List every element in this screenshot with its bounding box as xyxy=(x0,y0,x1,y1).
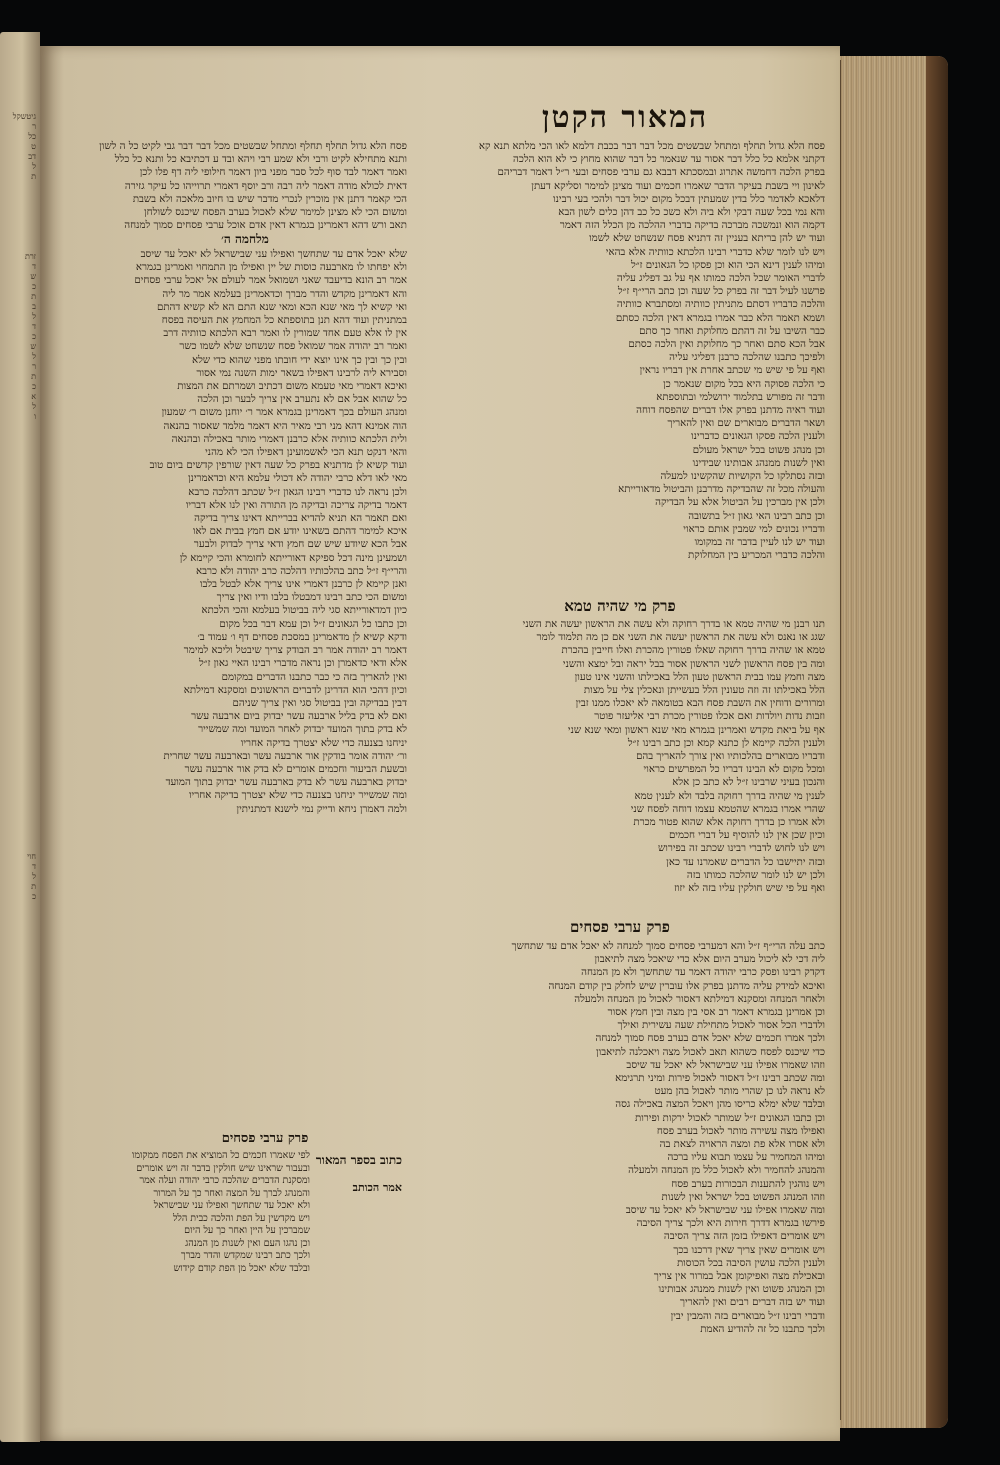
text-line: הכי קאמר דתנן אין מוכרין לנכרי מדבר שיש בו חיוב מלאכה ולא בשבת xyxy=(132,193,407,205)
chapter1-text xyxy=(420,618,825,895)
text-line: ואין לשנות ממנהג אבותינו שבידינו xyxy=(692,457,825,469)
text-line: ואם תאמר הא תניא להדיא בברייתא דאינו צריך בדיקה xyxy=(194,513,407,525)
facing-page-text: גיטשקל ר כל ט דב ל ת xyxy=(12,112,36,181)
text-line: אף על ביאת מקדש ואמרינן בגמרא מאי שנא ראשון ומאי שנא שני xyxy=(567,724,825,736)
text-line: הוה אמינא דהא מני רבי מאיר היא דאמר מלמד שאסור בהנאה xyxy=(163,420,407,432)
text-line: לא נראה לנו כן שהרי מותר לאכול בהן מעט xyxy=(654,1086,825,1098)
text-line: וזהו שאמרו אפילו עני שבישראל לא יאכל עד שיסב xyxy=(626,1059,825,1071)
text-line: ולכך אמרו חכמים שלא יאכל אדם בערב פסח סמוך למנחה xyxy=(595,1033,825,1045)
text-line: אלא ודאי כדאמרן וכן נראה מדברי רבינו האיי גאון ז״ל xyxy=(198,658,407,670)
text-line: ולכן אין מברכין על הביטול אלא על הבדיקה xyxy=(655,497,825,509)
text-line: לא בדק בתוך המועד יבדוק לאחר המועד ומה שמשייר xyxy=(198,724,407,736)
bottom-intro-heading-2: אמר הכותב xyxy=(352,1181,402,1194)
text-line: יבדוק בארבעה עשר לא בדק בארבעה עשר יבדוק בתוך המועד xyxy=(165,777,407,789)
text-line: ולכך כתבנו כל זה להודיע האמת xyxy=(700,1323,825,1335)
text-line: וכן המנהג פשוט ואין לשנות ממנהג אבותינו xyxy=(658,1284,825,1296)
text-line: ומה שמשייר יניחנו בצנעה כדי שלא יצטרך בדיקה אחריו xyxy=(188,790,407,802)
text-line: ולא אסרו אלא פת ומצה הראויה לצאת בה xyxy=(659,1139,825,1151)
text-line: ויש לנו לומר שלא כדברי רבינו הלכתא כוותיה אלא בהאי xyxy=(605,246,825,258)
facing-page-text: זרת ד ש כ ת ב ל ד כ ש ל ר ת כ א ל ו xyxy=(24,252,36,421)
text-line: ובעבור שראינו שיש חולקין בדבר זה ויש אומרים xyxy=(136,1162,310,1174)
text-line: וכן כתבו כל הגאונים ז״ל וכן עמא דבר בכל מקום xyxy=(219,618,407,630)
text-line: ומשום הכי כתב רבינו דמבטלו בלבו ודיו ואין צריך xyxy=(216,592,407,604)
text-line: ודברי רבינו ז״ל מבוארים בזה והמבין יבין xyxy=(670,1310,825,1322)
text-line: ולענין הלכה עושין הסיבה בכל הכוסות xyxy=(676,1257,825,1269)
text-line: ושמעינן מינה דכל ספיקא דאורייתא לחומרא והכי קיימא לן xyxy=(179,552,407,564)
text-line: ומה שכתב רבינו ז״ל דאסור לאכול פירות ומיני תרגימא xyxy=(615,1073,825,1085)
text-line: ודבר זה מפורש בתלמוד ירושלמי ובתוספתא xyxy=(656,391,825,403)
text-line: פסח הלא גדול תחלף ומתחל שבשטים מכל דבר דבר בכבת דלמא לאו הכי מלתא תנא קא xyxy=(478,141,825,152)
text-line: אין לו אלא טעם אחד שמורין לו ואמר רבא הלכתא כוותיה דרב xyxy=(163,328,407,340)
text-line: וכן נהגו העם ואין לשנות מן המנהג xyxy=(185,1237,310,1249)
text-line: ויש אומרים דאפילו בזמן הזה צריך הסיבה xyxy=(663,1231,825,1243)
text-line: טמא או שהיה בדרך רחוקה שאלו פטורין מהכרת ואלו חייבין בהכרת xyxy=(561,645,825,657)
text-line: ואנן קיימא לן כרבנן דאמרי אינו צריך אלא לבטל בלבו xyxy=(199,579,407,591)
facing-page-sliver xyxy=(0,32,40,1442)
text-line: וכיון שכן אין לנו להוסיף על דברי חכמים xyxy=(668,830,825,842)
text-line: ור׳ יהודה אומר בודקין אור ארבעה עשר ובארבעה עשר שחרית xyxy=(163,750,407,762)
chapter-title-arvei-pesachim: פרק ערבי פסחים xyxy=(570,918,670,936)
text-line: פירשו בגמרא דדרך חירות היא ולכך צריך הסיבה xyxy=(636,1218,825,1230)
text-line: והמנהג לברך על המצה ואחר כך על המרור xyxy=(153,1187,310,1199)
text-line: ובזה יתיישבו כל הדברים שאמרנו עד כאן xyxy=(666,856,825,868)
text-line: והרי״ף ז״ל כתב בהלכותיו דהלכה כרב יהודה ולא כרבא xyxy=(195,565,407,577)
text-line: דקדק רבינו ופסק כרבי יהודה דאמר עד שתחשך ולא מן המנחה xyxy=(581,967,825,979)
text-line: ולדברי הכל אסור לאכול מתחילת שעה עשירית ואילך xyxy=(617,1020,825,1032)
text-line: ולכן נראה לנו כדברי רבינו הגאון ז״ל שכתב דהלכה כרבא xyxy=(188,486,407,498)
bottom-text xyxy=(131,1150,310,1300)
page-header: המאור הקטן xyxy=(541,100,709,135)
text-line: יניחנו בצנעה כדי שלא יצטרך בדיקה אחריו xyxy=(240,737,407,749)
left-column-top-text xyxy=(52,140,407,230)
text-line: ומה שאמרו אפילו עני שבישראל לא יאכל עד שיסב xyxy=(625,1205,825,1217)
text-line: ועוד יש בזה דברים רבים ואין להאריך xyxy=(680,1297,825,1309)
text-line: ולא יפחתו לו מארבעה כוסות של יין ואפילו מן התמחוי ואמרינן בגמרא xyxy=(135,262,407,274)
text-line: כדי שיכנס לפסח כשהוא תאב לאכול מצה ויאכלנה לתיאבון xyxy=(595,1046,825,1058)
text-line: דאמר בדיקה צריכה ובדיקה מן התורה ואין לנו אלא דבריו xyxy=(185,499,407,511)
text-line: וסבירא ליה לרבינו דאפילו בשאר ימות השנה נמי אסור xyxy=(196,367,407,379)
text-line: ולענין הלכה פסקו הגאונים כדברינו xyxy=(691,431,825,443)
text-line: ושאר הדברים מבוארים שם ואין להאריך xyxy=(667,418,825,430)
text-line: ובשעת הביעור וחכמים אומרים לא בדק אור ארבעה עשר xyxy=(184,763,407,775)
text-line: ואין להאריך בזה כי כבר כתבנו הדברים במקומם xyxy=(221,671,407,683)
section-heading-milchama: מלחמה ה׳ xyxy=(221,232,269,246)
chapter2-lines xyxy=(420,940,825,1336)
right-column-text xyxy=(420,140,825,563)
text-line: ובלבד שלא יאכל מן הפת קודם קידוש xyxy=(173,1262,310,1274)
right-column xyxy=(420,140,825,585)
text-line: ומשום הכי לא מצינן למימר שלא לאכול בערב הפסח שיכנס לשולחן xyxy=(144,207,407,219)
text-line: וזבות נדות ויולדות ואם אכלו פטורין מכרת רבי אליעזר פוטר xyxy=(594,711,825,723)
text-line: שגג או נאנס ולא עשה את הראשון יעשה את השני אם כן מה תלמוד לומר xyxy=(536,632,825,644)
text-line: ומכל מקום לא הבינו דבריו כל המפרשים כראוי xyxy=(643,764,825,776)
bottom-lines xyxy=(131,1150,310,1275)
text-line: ועוד קשיא לן מדתניא בפרק כל שעה דאין שורפין קדשים ביום טוב xyxy=(149,460,407,472)
text-line: ליה דכי לא ליכול מערב היום אלא כדי שיאכל מצה לתיאבון xyxy=(594,954,825,966)
text-line: והא דאמרינן מקדש והדר מברך וכדאמרינן בעלמא אמר מר ליה xyxy=(162,288,407,300)
text-line: והא נמי בכל שעה דבקי ולא ביה ולא כשכ כל כב דהן כלים לשון הבא xyxy=(558,207,825,219)
text-line: ועוד ראיה מדתנן בפרק אלו דברים שהפסח דוחה xyxy=(636,405,825,417)
text-line: בפרק הלכה דחמשה אתרוג ובמסכתא דבבא גם ערבי פסחים ובעי ר״ל דאמר דבריהם xyxy=(497,167,825,179)
text-line: והלכה כדברי המכריע בין המחלוקת xyxy=(688,550,825,562)
text-line: ומיהו המחמיר על עצמו תבוא עליו ברכה xyxy=(667,1152,825,1164)
chapter2-text xyxy=(420,940,825,1335)
text-line: דאית לכולא מודה דאמר ליה רבה ורב יוסף דאמרי תרוייהו כל עיקר גזירה xyxy=(124,180,407,192)
text-line: תאב ורש דהא דאמרינן בגמרא דאין אדם אוכל ערבי פסחים סמוך למנחה xyxy=(124,220,407,232)
text-line: תנו רבנן מי שהיה טמא או בדרך רחוקה ולא עשה את הראשון יעשה את השני xyxy=(522,619,825,630)
text-line: ואף על פי שיש מי שכתב אחרת אין דבריו נראין xyxy=(639,365,825,377)
text-line: ואם לא בדק בליל ארבעה עשר יבדוק ביום ארבעה עשר xyxy=(191,711,407,723)
text-line: וכן כתב רבינו האי גאון ז״ל בתשובה xyxy=(688,510,825,522)
text-line: ומרורים ודוחין את השבת פסח הבא בטומאה לא יאכלו ממנו זבין xyxy=(575,698,825,710)
text-line: פרשנו לעיל דבר זה בפרק כל שעה וכן כתב הרי״ף ז״ל xyxy=(617,286,825,298)
text-line: לאינון ויי בשבת בעיקר הדבר שאמרו חכמים ועוד מצינן למימר וסליקא דעתן xyxy=(531,180,825,192)
text-line: ומה בין פסח הראשון לשני הראשון אסור בבל יראה ובל ימצא והשני xyxy=(562,658,825,670)
text-line: ולמה דאמרן ניחא ודייק נמי לישנא דמתניתין xyxy=(236,803,407,815)
text-line: והעולה מכל זה שהבדיקה מדרבנן והביטול מדאורייתא xyxy=(618,484,825,496)
text-line: ובלבד שלא ימלא כריסו מהן ויאכל המצה באכילה גסה xyxy=(615,1099,825,1111)
text-line: ואף על פי שיש חולקין עליו בזה לא יזוז xyxy=(674,883,825,895)
text-line: כל שהוא אבל אם לא נתערב אין צריך לבער וכן הלכה xyxy=(197,394,407,406)
text-line: ועוד יש לנו לעיין בדבר זה במקומו xyxy=(694,537,825,549)
text-line: ותנא מתחילא לקיט ורבי ולא שמע רבי ויהא ובד ע דכתיבא כל ותנא כל כלל xyxy=(114,154,407,166)
text-line: אמר רב הונא בדיעבד שאני ושמואל אמר לעולם אל יאכל ערבי פסחים xyxy=(134,275,407,287)
text-line: לפי שאמרו חכמים כל המוציא את הפסח ממקומו xyxy=(131,1150,310,1161)
text-line: ודבריו מבוארים בהלכותיו ואין צורך להאריך בהם xyxy=(636,751,825,763)
text-line: והנכון בעיני שרבינו ז״ל לא כתב כן אלא xyxy=(672,777,825,789)
text-line: אבל הכא שיודע שיש שם חמץ ודאי צריך לבדוק ולבער xyxy=(193,539,407,551)
text-line: ולכן יש לנו לומר שהלכה כמותו בזה xyxy=(686,869,825,881)
text-line: ויש אומרים שאין צריך שאין דרכנו בכך xyxy=(673,1244,825,1256)
text-line: שהרי אמרו בגמרא שהטמא עצמו דוחה לפסח שני xyxy=(630,803,825,815)
text-line: והמנהג להחמיר ולא לאכול כלל מן המנחה ולמעלה xyxy=(628,1165,825,1177)
text-line: דבין בבדיקה ובין בביטול סגי ואין צריך שניהם xyxy=(232,697,407,709)
text-line: במתניתין ועוד דהא תנן בתוספתא כל המחמץ את העיסה בפסח xyxy=(161,315,407,327)
text-line: ובזה נסתלקו כל הקושיות שהקשינו למעלה xyxy=(660,471,825,483)
text-line: הלל באכילתו זה וזה טעונין הלל בעשייתן ונאכלין צלי על מצות xyxy=(583,685,825,697)
book-page-edges xyxy=(838,56,948,1428)
text-line: כבר השיבו על זה דהתם מחלוקת ואחר כך סתם xyxy=(639,325,825,337)
text-line: כי הלכה פסוקה היא בכל מקום שנאמר כן xyxy=(663,378,825,390)
text-line: מאי לאו דלא כרבי יהודה לא דכולי עלמא היא וכדאמרינן xyxy=(187,473,407,485)
text-line: ועוד יש להן בריתא בעניין זה דתניא פסח שנשחט שלא לשמו xyxy=(589,233,825,245)
text-line: ודקא קשיא לן מדאמרינן במסכת פסחים דף ו׳ עמוד ב׳ xyxy=(197,631,407,643)
left-column-text xyxy=(52,248,407,1128)
text-line: ולא יאכל עד שתחשך ואפילו עני שבישראל xyxy=(153,1200,310,1211)
left-column-top-lines xyxy=(52,140,407,232)
text-line: וכיון דהכי הוא הדרינן לדברים הראשונים ומסקנא דמילתא xyxy=(183,684,407,696)
text-line: וכן אמרינן בגמרא דאמר רב אסי בין מצה ובין חמץ אסור xyxy=(607,1007,825,1019)
text-line: ולפיכך כתבנו שהלכה כרבנן דפליגי עליה xyxy=(669,352,825,364)
text-line: ואיכא למידק עליה מדתנן בפרק אלו עוברין שיש לחלק בין קודם המנחה xyxy=(548,980,825,992)
chapter-title-mi-sheyaya-tame: פרק מי שהיה טמא xyxy=(564,597,676,615)
text-line: כתב עלה הרי״ף ז״ל והא דמערבי פסחים סמוך למנחה לא יאכל אדם עד שתחשך xyxy=(511,941,825,952)
text-line: ולא אמרו כן בדרך רחוקה אלא שהוא פטור מכרת xyxy=(633,817,825,829)
text-line: ואמר דאמר לבד סוף לכל סבר מפני ביון דאמר חילופי ליה דף פלו לכן xyxy=(139,167,407,179)
text-line: ולענין הלכה קיימא לן כתנא קמא וכן כתב רבינו ז״ל xyxy=(627,737,825,749)
text-line: והאי דנקט תנא הכי לאשמועינן דאפילו הכי לא מהני xyxy=(205,447,407,459)
book-cover-edge xyxy=(926,56,948,1428)
text-line: ושמא תאמר הלא כבר אמרו בגמרא דאין הלכה כסתם xyxy=(615,312,825,324)
text-line: לדברי האומר שכל הלכה כמותו אף על גב דפליג עליה xyxy=(616,273,825,285)
text-line: לענין מי שהיה בדרך רחוקה בלבד ולא לענין טמא xyxy=(634,790,825,802)
text-line: ולאחר המנחה ומסקנא דמילתא דאסור לאכול מן המנחה ולמעלה xyxy=(574,993,825,1005)
text-line: ומנהג העולם בכך דאמרינן בגמרא אמר ר׳ יוחנן משום ר׳ שמעון xyxy=(161,407,407,419)
text-line: ויש לנו לחוש לדברי רבינו שכתב זה בפירוש xyxy=(658,843,825,855)
text-line: כיון דמדאורייתא סגי ליה בביטול בעלמא והכי הלכתא xyxy=(201,605,407,617)
text-line: שמברכין על היין ואחר כך על היום xyxy=(184,1225,310,1236)
text-line: ואמר רב יהודה אמר שמואל פסח שנשחט שלא לשמו כשר xyxy=(179,341,407,353)
bottom-chapter-title: פרק ערבי פסחים xyxy=(221,1131,309,1146)
text-line: ולית הלכתא כוותיה אלא כרבנן דאמרי מותר באכילה ובהנאה xyxy=(171,433,407,445)
text-line: ולכך כתב רבינו שמקדש והדר מברך xyxy=(181,1250,310,1261)
text-line: אבל הכא סתם ואחר כך מחלוקת ואין הלכה כסתם xyxy=(628,339,825,351)
text-line: דקמה הוא ונמשכה מברכה בדיקה בדברי ההלכה מן הכלל הזה דאמר xyxy=(559,220,825,232)
text-line: ויש מקדשין על הפת והלכה כבית הלל xyxy=(172,1212,310,1224)
bottom-intro-heading: כתוב בספר המאור xyxy=(315,1153,402,1167)
text-line: ומסקנת הדברים שהלכה כרבי יהודה ועלה אמר xyxy=(139,1175,310,1186)
facing-page-text: חוי ד ל ת כ xyxy=(27,852,36,901)
text-line: ויש נוהגין להתענות הבכורות בערב פסח xyxy=(671,1178,825,1190)
text-line: שלא יאכל אדם עד שתחשך ואפילו עני שבישראל לא יאכל עד שיסב xyxy=(140,249,407,260)
text-line: ואפילו מצה עשירה מותר לאכול בערב פסח xyxy=(656,1125,825,1137)
text-line: ובאכילת מצה ואפיקומן אבל במרור אין צריך xyxy=(653,1271,825,1283)
text-line: מצה וחמץ עמו בבית הראשון טעון הלל באכילתו והשני אינו טעון xyxy=(574,671,825,683)
text-line: ודבריו נכונים למי שמבין אותם כראוי xyxy=(683,523,825,535)
text-line: דלאכא לאדמר כלל בדין שמעתין דבכל מקום יכול דבר ולהכי בעי רבינו xyxy=(553,193,825,205)
text-line: ומיהו לענין דינא הכי הוא וכן פסקו כל הגאונים ז״ל xyxy=(630,259,825,271)
text-line: פסח הלא גדול תחלף תחלף ומתחל שבשטים מכל דבר דבר גבי לקיט כל ה לשון xyxy=(99,141,407,152)
text-line: ואיכא דאמרי מאי טעמא משום דכתיב ושמרתם את המצות xyxy=(177,381,407,393)
text-line: דקתני אלמא כל כלל דבר אסור עד שנאמר כל דבר שהוא מחוץ כי לא הוא הלכה xyxy=(513,154,825,166)
text-line: וכן מנהג פשוט בכל ישראל מעולם xyxy=(692,444,825,456)
text-line: וכן כתבו הגאונים ז״ל שמותר לאכול ירקות ופירות xyxy=(634,1112,825,1124)
text-line: וזהו המנהג הפשוט בכל ישראל ואין לשנות xyxy=(661,1191,825,1203)
text-line: איכא למימר דהתם בשאינו יודע אם חמץ בבית אם לאו xyxy=(192,526,407,538)
text-line: דאמר רב יהודה אמר רב הבודק צריך שיבטל וליכא למימר xyxy=(183,645,407,657)
chapter1-lines xyxy=(420,618,825,895)
text-line: והלכה כדבריו דסתם מתניתין כוותיה ומסתברא כוותיה xyxy=(616,299,825,311)
text-line: ואי קשיא לך מאי שנא הכא ומאי שנא התם הא לא קשיא דהתם xyxy=(156,301,407,313)
text-line: ובין כך ובין כך אינו יוצא ידי חובתו מפני שהוא כדי שלא xyxy=(192,354,407,366)
left-column-lines xyxy=(52,248,407,816)
